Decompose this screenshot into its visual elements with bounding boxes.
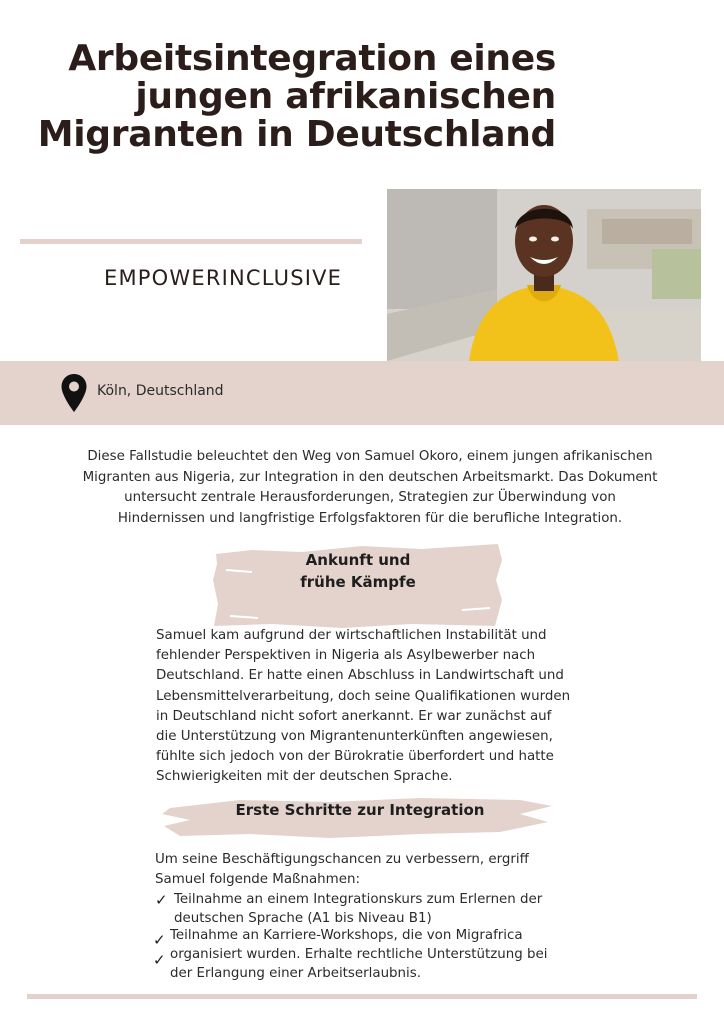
list-item-language-course: Teilnahme an einem Integrationskurs zum Erlernen der deutschen Sprache (A1 bis Niveau B1) — [174, 892, 543, 926]
section-heading-arrival-line2: frühe Kämpfe — [300, 573, 416, 591]
section-heading-integration: Erste Schritte zur Integration — [235, 801, 485, 819]
location-text: Köln, Deutschland — [97, 383, 224, 399]
integration-intro: Um seine Beschäftigungschancen zu verbessern, ergriff Samuel folgende Maßnahmen: — [155, 852, 529, 887]
list-item-career-workshops: Teilnahme an Karriere-Workshops, die von Migrafrica organisiert wurden. Erhalte rechtliche Unterstützung bei der Erlangung einer Arbeitserlaubnis. — [170, 928, 548, 981]
brand-name: EMPOWERINCLUSIVE — [104, 266, 343, 290]
checkmark-icon: ✓ — [153, 951, 166, 969]
checkmark-icon: ✓ — [153, 931, 166, 949]
arrival-paragraph: Samuel kam aufgrund der wirtschaftlichen Instabilität und fehlender Perspektiven in Nigeria als Asylbewerber nach Deutschland. Er hatte einen Abschluss in Landwirtschaft und Lebensmittelverarbeitung, doch seine Qualifikationen wurden in Deutschland nicht sofort anerkannt. Er war zunächst auf die Unterstützung von Migrantenunterkünften angewiesen, fühlte sich jedoch von der Bürokratie überfordert und hatte Schwierigkeiten mit der deutschen Sprache. — [156, 628, 571, 785]
document-title: Arbeitsintegration eines jungen afrikanischen Migranten in Deutschland — [37, 38, 556, 155]
intro-paragraph: Diese Fallstudie beleuchtet den Weg von Samuel Okoro, einem jungen afrikanischen Migranten aus Nigeria, zur Integration in den deutschen Arbeitsmarkt. Das Dokument untersucht zentrale Herausforderungen, Strategien zur Überwindung von Hindernissen und langfristige Erfolgsfaktoren für die berufliche Integration. — [82, 449, 658, 526]
map-pin-icon — [60, 373, 88, 413]
divider-top — [20, 239, 362, 244]
divider-bottom — [27, 994, 697, 999]
section-heading-arrival — [232, 549, 484, 593]
checkmark-icon: ✓ — [155, 891, 168, 909]
portrait-photo — [387, 189, 701, 361]
section-heading-arrival-line1: Ankunft und — [305, 551, 411, 569]
